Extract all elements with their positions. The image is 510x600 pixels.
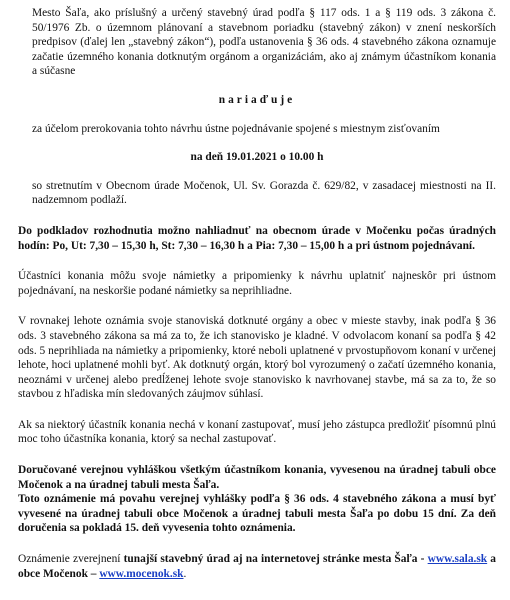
hearing-datetime: na deň 19.01.2021 o 10.00 h (190, 151, 324, 164)
mocenok-website-link[interactable]: www.mocenok.sk (99, 567, 184, 580)
purpose-line: za účelom prerokovania tohto návrhu ústne pojednávanie spojené s miestnym zisťovaním (32, 122, 440, 135)
documents-notice: Do podkladov rozhodnutia možno nahliadnuť na obecnom úrade v Močenku počas úradných hodín: Po, Ut: 7,30 – 15,30 h, St: 7,30 – 16,30 h a Pia: 7,30 – 15,00 h a pri ústnom pojednávaní. (18, 224, 496, 252)
meeting-place: so stretnutím v Obecnom úrade Močenok, Ul. Sv. Gorazda č. 629/82, v zasadacej miestnosti na II. nadzemnom podlaží. (32, 179, 496, 207)
publication-text: Oznámenie zverejnení (18, 553, 124, 566)
publication-text-bold: tunajší stavebný úrad aj na internetovej stránke mesta Šaľa - (123, 553, 425, 566)
publication-middle: a obce Močenok – (18, 553, 496, 580)
intro-paragraph: Mesto Šaľa, ako príslušný a určený stavebný úrad podľa § 117 ods. 1 a § 119 ods. 3 zákona č. 50/1976 Zb. o územnom plánovaní a stavebnom poriadku (stavebný zákon) v znení neskorších predpisov (ďalej len „stavebný zákon“), podľa ustanovenia § 36 ods. 4 stavebného zákona oznamuje začatie územného konania dotknutým orgánom a organizáciám, ako aj známym účastníkom konania a súčasne (32, 7, 496, 78)
objections-paragraph: Účastníci konania môžu svoje námietky a pripomienky k návrhu uplatniť najneskôr pri ústnom pojednávaní, na neskoršie podané námietky sa neprihliadne. (18, 270, 496, 297)
publication-end: . (183, 567, 187, 580)
representation-paragraph: Ak sa niektorý účastník konania nechá v konaní zastupovať, musí jeho zástupca predložiť písomnú plnú moc toho účastníka konania, ktorý sa nechal zastupovať. (18, 418, 496, 446)
publication-paragraph (18, 552, 496, 581)
delivery-paragraph-2: Toto oznámenie má povahu verejnej vyhlášky podľa § 36 ods. 4 stavebného zákona a musí byť vyvesené na úradnej tabuli obce Močenok a úradnej tabuli mesta Šaľa po dobu 15 dní. Za deň doručenia sa pokladá 15. deň vyvesenia tohto oznámenia. (18, 493, 496, 535)
sala-website-link[interactable]: www.sala.sk (427, 553, 488, 566)
authorities-paragraph: V rovnakej lehote oznámia svoje stanoviská dotknuté orgány a obec v mieste stavby, inak podľa § 36 ods. 3 stavebného zákona sa má za to, že ich stanovisko je kladné. V odvolacom konaní sa podľa § 42 ods. 5 neprihliada na námietky a pripomienky, ktoré neboli uplatnené v prvostupňovom konaní v určenej lehote, hoci uplatnené mohli byť. Ak dotknutý orgán, ktorý bol vyrozumený o začatí územného konania, neoznámi v určenej alebo predĺženej lehote svoje stanovisko k navrhovanej stavbe, má sa za to, že so stavbou z hľadiska mín sledovaných záujmov súhlasí. (18, 315, 496, 401)
delivery-paragraph-1: Doručované verejnou vyhláškou všetkým účastníkom konania, vyvesenou na úradnej tabuli obce Močenok a na úradnej tabuli mesta Šaľa. (18, 464, 496, 491)
decree-heading: nariaďuje (218, 93, 296, 106)
